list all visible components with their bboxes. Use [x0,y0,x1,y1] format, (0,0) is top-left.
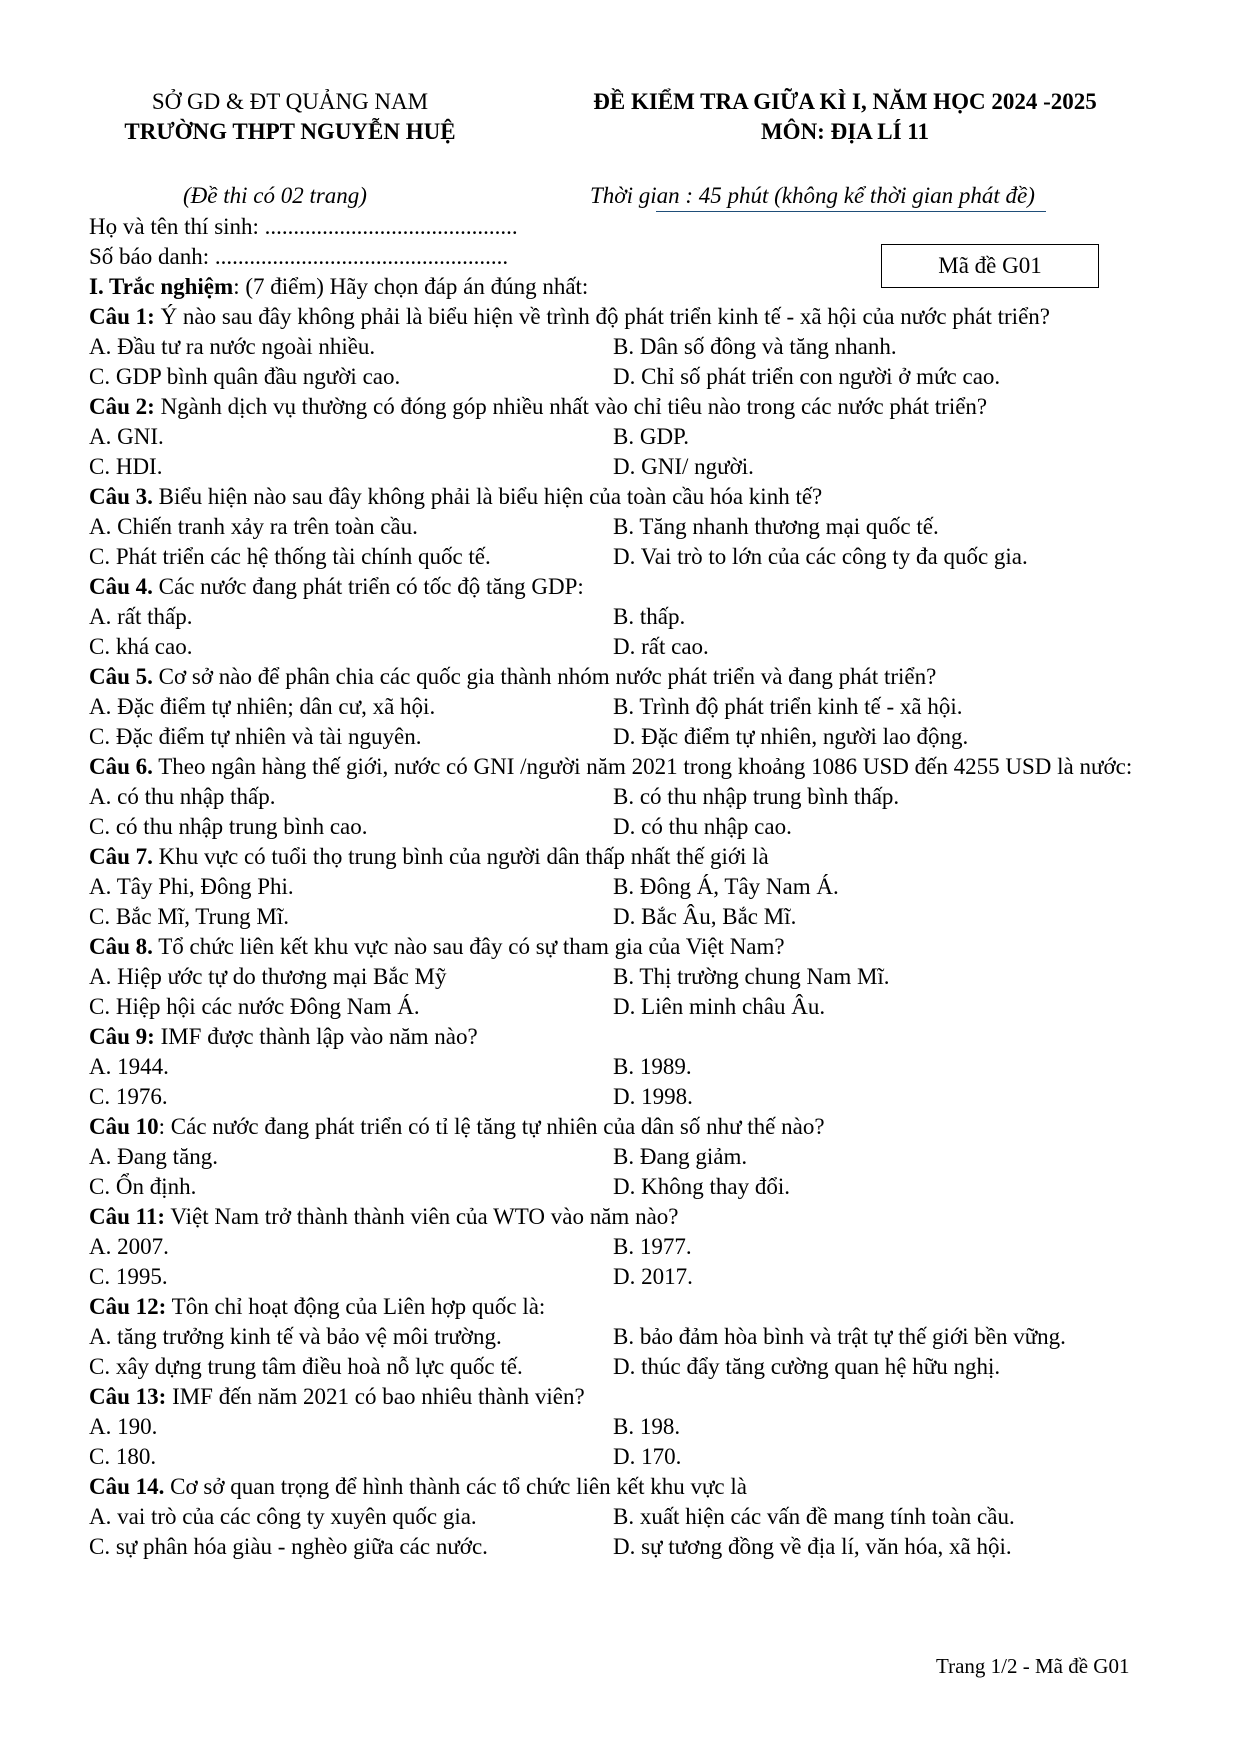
option-a: A. Chiến tranh xảy ra trên toàn cầu. [89,514,418,539]
question-label: Câu 6. [89,754,153,779]
option-row [89,1172,1149,1202]
question-stem [89,572,1149,602]
question-1 [89,302,1149,392]
option-b: B. có thu nhập trung bình thấp. [613,784,900,809]
option-a: A. Đầu tư ra nước ngoài nhiều. [89,334,376,359]
question-text: Việt Nam trở thành thành viên của WTO vào năm nào? [165,1204,679,1229]
option-row [89,1502,1149,1532]
question-8 [89,932,1149,1022]
question-label: Câu 4. [89,574,153,599]
question-text: Khu vực có tuổi thọ trung bình của người dân thấp nhất thế giới là [152,844,769,869]
option-b: B. bảo đảm hòa bình và trật tự thế giới bền vững. [613,1324,1066,1349]
option-row [89,962,1149,992]
option-a: A. Hiệp ước tự do thương mại Bắc Mỹ [89,964,447,989]
option-c: C. 1995. [89,1264,168,1289]
question-stem [89,842,1149,872]
option-a: A. vai trò của các công ty xuyên quốc gia. [89,1504,477,1529]
question-stem [89,1112,1149,1142]
option-b: B. GDP. [613,424,690,449]
question-stem [89,1202,1149,1232]
option-a: A. tăng trưởng kinh tế và bảo vệ môi trường. [89,1324,502,1349]
option-row [89,542,1149,572]
option-a: A. 2007. [89,1234,169,1259]
question-stem [89,1022,1149,1052]
question-7 [89,842,1149,932]
option-row [89,722,1149,752]
option-row [89,602,1149,632]
option-b: B. 1989. [613,1054,692,1079]
student-name-field: Họ và tên thí sinh: ............................................ [89,214,518,239]
option-d: D. Chỉ số phát triển con người ở mức cao. [613,364,1001,389]
exam-content [89,272,1149,1562]
question-label: Câu 10 [89,1114,159,1139]
option-row [89,1082,1149,1112]
option-a: A. GNI. [89,424,164,449]
option-c: C. 1976. [89,1084,168,1109]
option-c: C. Hiệp hội các nước Đông Nam Á. [89,994,420,1019]
question-2 [89,392,1149,482]
question-11 [89,1202,1149,1292]
option-d: D. thúc đẩy tăng cường quan hệ hữu nghị. [613,1354,1001,1379]
option-a: A. Đặc điểm tự nhiên; dân cư, xã hội. [89,694,436,719]
option-row [89,992,1149,1022]
question-label: Câu 12: [89,1294,167,1319]
question-12 [89,1292,1149,1382]
option-c: C. Phát triển các hệ thống tài chính quốc tế. [89,544,491,569]
option-d: D. Đặc điểm tự nhiên, người lao động. [613,724,969,749]
question-stem [89,302,1124,332]
option-a: A. Tây Phi, Đông Phi. [89,874,294,899]
option-d: D. 2017. [613,1264,693,1289]
question-label: Câu 9: [89,1024,155,1049]
time-underline [656,211,1046,212]
option-c: C. Bắc Mĩ, Trung Mĩ. [89,904,290,929]
question-14 [89,1472,1149,1562]
question-text: Ngành dịch vụ thường có đóng góp nhiều nhất vào chỉ tiêu nào trong các nước phát triển? [154,394,988,419]
option-b: B. 1977. [613,1234,692,1259]
question-text: Cơ sở quan trọng để hình thành các tổ chức liên kết khu vực là [164,1474,747,1499]
option-row [89,1052,1149,1082]
option-d: D. Vai trò to lớn của các công ty đa quốc gia. [613,544,1028,569]
option-row [89,872,1149,902]
option-row [89,1352,1149,1382]
option-d: D. Không thay đổi. [613,1174,790,1199]
option-b: B. 198. [613,1414,681,1439]
question-stem [89,662,1149,692]
question-stem [89,1292,1149,1322]
option-row [89,1322,1149,1352]
option-a: A. 1944. [89,1054,169,1079]
student-id-field: Số báo danh: ................................................... [89,244,509,269]
question-label: Câu 7. [89,844,153,869]
option-b: B. Trình độ phát triển kinh tế - xã hội. [613,694,963,719]
option-d: D. có thu nhập cao. [613,814,792,839]
option-row [89,782,1149,812]
option-row [89,512,1149,542]
question-list [89,302,1149,1562]
option-c: C. GDP bình quân đầu người cao. [89,364,401,389]
option-a: A. Đang tăng. [89,1144,219,1169]
school-name: TRƯỜNG THPT NGUYỄN HUỆ [124,119,456,144]
exam-code-box: Mã đề G01 [881,244,1099,288]
exam-title: ĐỀ KIỂM TRA GIỮA KÌ I, NĂM HỌC 2024 -2025 [593,89,1097,114]
question-label: Câu 8. [89,934,153,959]
header-right [545,87,1145,147]
option-d: D. rất cao. [613,634,709,659]
option-c: C. HDI. [89,454,163,479]
option-c: C. khá cao. [89,634,193,659]
option-b: B. Tăng nhanh thương mại quốc tế. [613,514,939,539]
option-d: D. Liên minh châu Âu. [613,994,826,1019]
question-text: Các nước đang phát triển có tốc độ tăng GDP: [152,574,584,599]
question-label: Câu 1: [89,304,155,329]
question-stem [89,932,1149,962]
option-row [89,452,1149,482]
option-c: C. xây dựng trung tâm điều hoà nỗ lực quốc tế. [89,1354,523,1379]
option-c: C. Đặc điểm tự nhiên và tài nguyên. [89,724,422,749]
question-text: IMF được thành lập vào năm nào? [154,1024,478,1049]
department-name: SỞ GD & ĐT QUẢNG NAM [151,89,429,114]
subject-title: MÔN: ĐỊA LÍ 11 [760,119,930,144]
option-row [89,1262,1149,1292]
question-9 [89,1022,1149,1112]
question-5 [89,662,1149,752]
option-row [89,1412,1149,1442]
question-label: Câu 3. [89,484,153,509]
option-a: A. rất thấp. [89,604,193,629]
question-stem [89,1472,1149,1502]
question-text: Tôn chỉ hoạt động của Liên hợp quốc là: [166,1294,546,1319]
question-4 [89,572,1149,662]
question-text: Biểu hiện nào sau đây không phải là biểu hiện của toàn cầu hóa kinh tế? [152,484,823,509]
header-left [110,87,470,147]
option-c: C. 180. [89,1444,157,1469]
question-text: Theo ngân hàng thế giới, nước có GNI /người năm 2021 trong khoảng 1086 USD đến 4255 USD là nước: [152,754,1133,779]
option-c: C. sự phân hóa giàu - nghèo giữa các nước. [89,1534,488,1559]
question-label: Câu 13: [89,1384,167,1409]
option-d: D. GNI/ người. [613,454,754,479]
page-footer: Trang 1/2 - Mã đề G01 [936,1654,1130,1678]
option-row [89,362,1149,392]
option-d: D. sự tương đồng về địa lí, văn hóa, xã hội. [613,1534,1012,1559]
option-b: B. thấp. [613,604,686,629]
option-b: B. Đang giảm. [613,1144,748,1169]
question-text: Cơ sở nào để phân chia các quốc gia thành nhóm nước phát triển và đang phát triển? [152,664,937,689]
question-label: Câu 2: [89,394,155,419]
option-b: B. xuất hiện các vấn đề mang tính toàn cầu. [613,1504,1015,1529]
option-row [89,1442,1149,1472]
option-row [89,332,1149,362]
section-title: I. Trắc nghiệm [89,274,234,299]
question-stem [89,482,1149,512]
question-text: : Các nước đang phát triển có tỉ lệ tăng tự nhiên của dân số như thế nào? [158,1114,825,1139]
question-stem [89,392,1149,422]
question-label: Câu 5. [89,664,153,689]
option-row [89,1142,1149,1172]
question-stem [89,1382,1149,1412]
option-row [89,1532,1149,1562]
option-b: B. Thị trường chung Nam Mĩ. [613,964,890,989]
option-d: D. Bắc Âu, Bắc Mĩ. [613,904,797,929]
question-text: IMF đến năm 2021 có bao nhiêu thành viên? [166,1384,585,1409]
question-3 [89,482,1149,572]
question-stem [89,752,1134,782]
question-13 [89,1382,1149,1472]
question-label: Câu 11: [89,1204,166,1229]
option-row [89,632,1149,662]
option-row [89,422,1149,452]
option-a: A. 190. [89,1414,158,1439]
question-10 [89,1112,1149,1202]
option-row [89,1232,1149,1262]
option-d: D. 1998. [613,1084,693,1109]
time-note: Thời gian : 45 phút (không kể thời gian phát đề) [590,183,1035,208]
pages-note: (Đề thi có 02 trang) [183,183,367,208]
question-text: Tổ chức liên kết khu vực nào sau đây có sự tham gia của Việt Nam? [152,934,785,959]
option-a: A. có thu nhập thấp. [89,784,276,809]
question-6 [89,752,1149,842]
question-label: Câu 14. [89,1474,165,1499]
option-row [89,692,1149,722]
option-d: D. 170. [613,1444,682,1469]
option-row [89,812,1149,842]
option-c: C. Ổn định. [89,1174,197,1199]
option-row [89,902,1149,932]
option-b: B. Dân số đông và tăng nhanh. [613,334,897,359]
option-b: B. Đông Á, Tây Nam Á. [613,874,839,899]
option-c: C. có thu nhập trung bình cao. [89,814,368,839]
section-instruction: : (7 điểm) Hãy chọn đáp án đúng nhất: [233,274,589,299]
question-text: Ý nào sau đây không phải là biểu hiện về trình độ phát triển kinh tế - xã hội của nước phát triển? [154,304,1050,329]
section-heading [89,272,1149,302]
